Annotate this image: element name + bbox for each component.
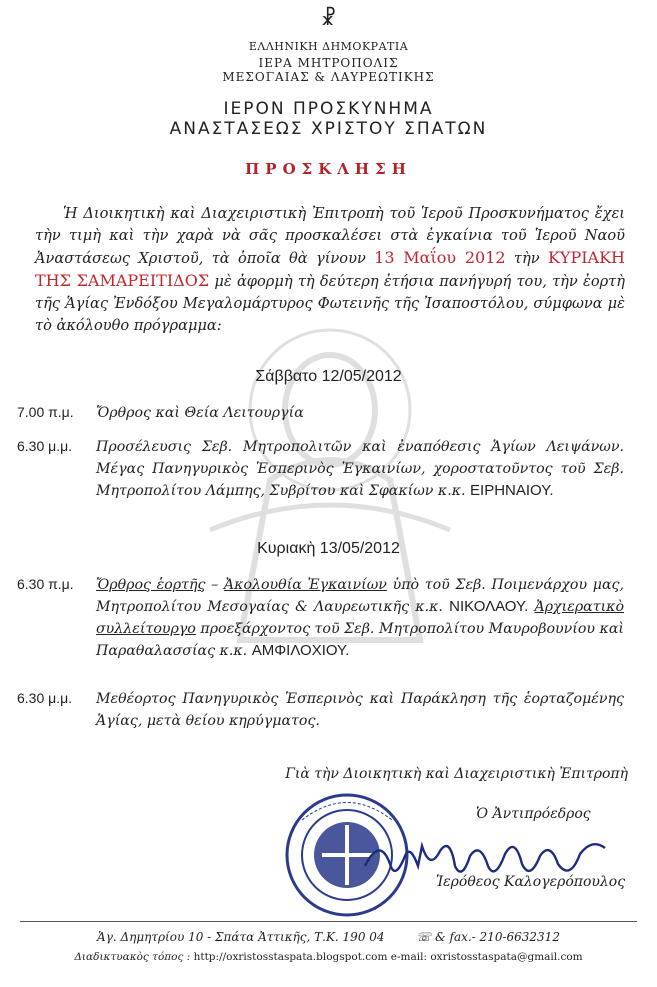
sunday-heading: Κυριακὴ 13/05/2012 [257, 540, 400, 557]
celebrant-name: ΝΙΚΟΛΑΟΥ. [449, 598, 529, 615]
event-text: Ὄρθρος καὶ Θεία Λειτουργία [96, 405, 304, 421]
web-label: Διαδικτυακὸς τόπος : [74, 951, 191, 963]
intro-sunday: ΚΥΡΙΑΚΗ ΤΗΣ ΣΑΜΑΡΕΙΤΙΔΟΣ [35, 248, 625, 290]
event-time: 7.00 π.μ. [17, 404, 74, 420]
intro-paragraph [35, 203, 625, 337]
metropolis-name: ΙΕΡΑ ΜΗΤΡΟΠΟΛΙΣ [258, 56, 399, 70]
committee-line: Γιὰ τὴν Διοικητικὴ καὶ Διαχειριστικὴ Ἐπιτροπὴ [285, 766, 628, 782]
phone: ☏ & fax.- 210-6632312 [416, 930, 560, 944]
celebrant-name: ΕΙΡΗΝΑΙΟΥ. [470, 482, 554, 499]
state-name: ΕΛΛΗΝΙΚΗ ΔΗΜΟΚΡΑΤΙΑ [248, 40, 409, 53]
dash: – [205, 577, 224, 593]
email-link[interactable]: e-mail: oxristosstaspata@gmail.com [390, 951, 583, 963]
shrine-title-line2: ΑΝΑΣΤΑΣΕΩΣ ΧΡΙΣΤΟΥ ΣΠΑΤΩΝ [169, 119, 488, 139]
event-time: 6.30 π.μ. [17, 576, 74, 592]
signatory-name: Ἱερόθεος Καλογερόπουλος [436, 874, 626, 890]
event-text: Μεθέορτος Πανηγυρικὸς Ἑσπερινὸς καὶ Παράκληση τῆς ἑορταζομένης Ἁγίας, μετὰ θείου κηρύγματος. [96, 691, 624, 729]
metropolis-region: ΜΕΣΟΓΑΙΑΣ & ΛΑΥΡΕΩΤΙΚΗΣ [222, 70, 435, 84]
event-description [96, 574, 624, 662]
saturday-heading: Σάββατο 12/05/2012 [255, 368, 402, 385]
consecration-label: Ἀκολουθία Ἐγκαινίων [223, 577, 387, 593]
footer-divider [20, 921, 637, 922]
shrine-title-line1: ΙΕΡΟΝ ΠΡΟΣΚΥΝΗΜΑ [223, 99, 434, 119]
address: Ἁγ. Δημητρίου 10 - Σπάτα Ἀττικῆς, Τ.Κ. 190 04 [97, 930, 385, 944]
intro-text-1: Ἡ Διοικητικὴ καὶ Διαχειριστικὴ Ἐπιτροπὴ τοῦ Ἱεροῦ Προσκυνήματος ἔχει τὴν τιμὴ καὶ τὴν χαρὰ νὰ σᾶς προσκαλέσει στὰ ἐγκαίνια τοῦ Ἱεροῦ Ναοῦ Ἀναστάσεως Χριστοῦ, τὰ ὁποῖα θὰ γίνουν [35, 205, 625, 267]
event-time: 6.30 μ.μ. [17, 690, 73, 706]
signatory-role: Ὁ Ἀντιπρόεδρος [476, 806, 591, 822]
intro-text-3: μὲ ἀφορμὴ τὴ δεύτερη ἐτήσια πανήγυρή του, τὴν ἑορτὴ τῆς Ἁγίας Ἐνδόξου Μεγαλομάρτυρος Φωτεινῆς τῆς Ἰσαποστόλου, σύμφωνα μὲ τὸ ἀκόλουθο πρόγραμμα: [35, 273, 625, 334]
event-text: προεξάρχοντος τοῦ Σεβ. Μητροπολίτου Μαυροβουνίου καὶ Παραθαλασσίας κ.κ. [96, 621, 624, 659]
event-text: ὑπὸ τοῦ Σεβ. Ποιμενάρχου μας, Μητροπολίτου Μεσογαίας & Λαυρεωτικῆς κ.κ. [96, 577, 624, 615]
intro-text-2: τὴν [513, 250, 540, 267]
liturgy-label: Ἀρχιερατικὸ συλλείτουργο [96, 599, 625, 637]
orthros-label: Ὄρθρος ἑορτῆς [96, 577, 206, 593]
event-description [96, 436, 624, 502]
celebrant-name: ΑΜΦΙΛΟΧΙΟΥ. [251, 642, 350, 659]
website-link[interactable]: http://oxristosstaspata.blogspot.com [193, 951, 388, 963]
footer-contact-line [0, 951, 657, 963]
intro-date: 13 Μαΐου 2012 [374, 248, 506, 267]
event-text: Προσέλευσις Σεβ. Μητροπολιτῶν καὶ ἐναπόθεσις Ἁγίων Λειψάνων. Μέγας Πανηγυρικὸς Ἑσπερινὸς Ἐγκαινίων, χοροστατοῦντος τοῦ Σεβ. Μητροπολίτου Λάμπης, Συβρίτου καὶ Σφακίων κ.κ. [96, 439, 624, 499]
chi-rho-icon: ☧ [320, 6, 337, 30]
event-time: 6.30 μ.μ. [17, 438, 73, 454]
footer-address-line [0, 930, 657, 944]
page-title: ΠΡΟΣΚΛΗΣΗ [245, 160, 412, 178]
